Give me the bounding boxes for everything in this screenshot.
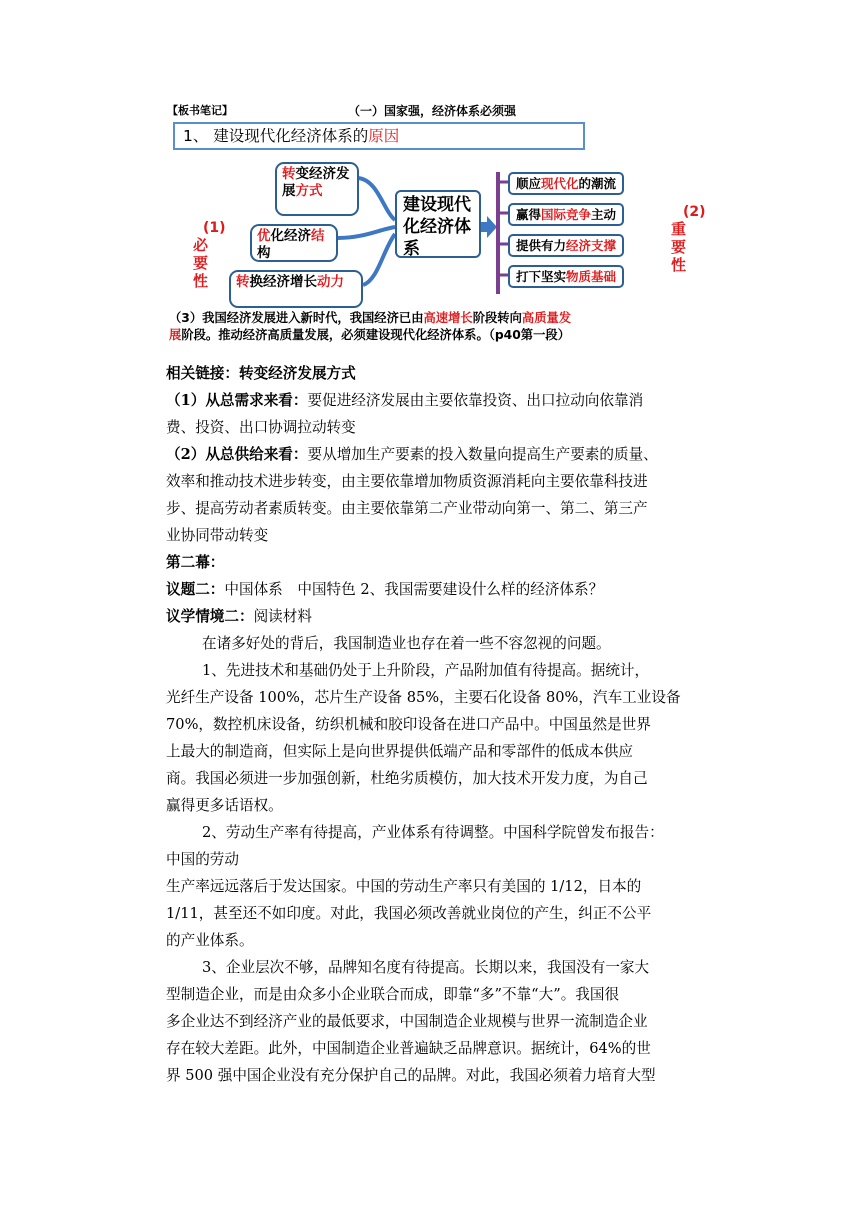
diagram-title-highlight: 原因 (368, 127, 400, 145)
item-2-line: 的产业体系。 (166, 932, 254, 949)
left-label-word: 必要性 (193, 236, 209, 290)
left-box-2: 优化经济结构 (250, 224, 338, 262)
item-1-line: 70%，数控机床设备，纺织机械和胶印设备在进口产品中。中国虽然是世界 (166, 716, 651, 733)
right-box-1: 顺应现代化的潮流 (508, 172, 624, 195)
topic-two: 议题二：中国体系 中国特色 2、我国需要建设什么样的经济体系？ (166, 581, 604, 598)
paragraph-supply: （2）从总供给来看：要从增加生产要素的投入数量向提高生产要素的质量、 (166, 446, 658, 463)
left-label-number: (1) (203, 220, 226, 236)
right-label-number: (2) (683, 204, 706, 220)
link-title: 相关链接：转变经济发展方式 (166, 365, 356, 382)
diagram-title: 1、 建设现代化经济体系的 (183, 127, 369, 145)
right-box-4: 打下坚实物质基础 (508, 265, 624, 288)
item-3-line: 多企业达不到经济产业的最低要求，中国制造企业规模与世界一流制造企业 (166, 1013, 648, 1030)
intro-paragraph: 在诸多好处的背后，我国制造业也存在着一些不容忽视的问题。 (202, 635, 611, 652)
paragraph-supply-line: 业协同带动转变 (166, 527, 269, 544)
item-3-line: 型制造企业，而是由众多小企业联合而成，即靠“多”不靠“大”。我国很 (166, 986, 620, 1003)
item-2-line: 中国的劳动 (166, 851, 239, 868)
item-3-line: 界 500 强中国企业没有充分保护自己的品牌。对此，我国必须着力培育大型 (166, 1067, 656, 1084)
diagram-title-box (173, 122, 585, 150)
concept-diagram (163, 100, 763, 345)
right-box-2: 赢得国际竞争主动 (508, 203, 624, 226)
item-2-line: 1/11，甚至还不如印度。对此，我国必须改善就业岗位的产生，纠正不公平 (166, 905, 652, 922)
diagram-note-line-2: 展阶段。推动经济高质量发展，必须建设现代化经济体系。（p40第一段） (169, 328, 570, 342)
item-3-line: 3、企业层次不够，品牌知名度有待提高。长期以来，我国没有一家大 (202, 959, 650, 976)
diagram-header-left: 【板书笔记】 (167, 104, 233, 117)
item-1-line: 1、先进技术和基础仍处于上升阶段，产品附加值有待提高。据统计， (202, 662, 650, 679)
right-label-word: 重要性 (671, 220, 687, 274)
paragraph-demand-cont: 费、投资、出口协调拉动转变 (166, 419, 356, 436)
situation-two: 议学情境二：阅读材料 (166, 608, 312, 625)
item-2-line: 生产率远远落后于发达国家。中国的劳动生产率只有美国的 1/12，日本的 (166, 878, 642, 895)
paragraph-supply-line: 效率和推动技术进步转变，由主要依靠增加物质资源消耗向主要依靠科技进 (166, 473, 648, 490)
item-1-line: 商。我国必须进一步加强创新，杜绝劣质模仿，加大技术开发力度，为自己 (166, 770, 648, 787)
paragraph-supply-line: 步、提高劳动者素质转变。由主要依靠第二产业带动向第一、第二、第三产 (166, 500, 648, 517)
act-two-heading: 第二幕： (166, 554, 225, 571)
right-box-3: 提供有力经济支撑 (508, 234, 624, 257)
item-1-line: 上最大的制造商，但实际上是向世界提供低端产品和零部件的低成本供应 (166, 743, 634, 760)
item-3-line: 存在较大差距。此外，中国制造企业普遍缺乏品牌意识。据统计，64%的世 (166, 1040, 651, 1057)
diagram-header-right: （一）国家强，经济体系必须强 (348, 104, 517, 118)
paragraph-demand: （1）从总需求来看：要促进经济发展由主要依靠投资、出口拉动向依靠消 (166, 392, 644, 409)
item-2-line: 2、劳动生产率有待提高，产业体系有待调整。中国科学院曾发布报告： (202, 824, 664, 841)
body-text (166, 360, 736, 1089)
left-box-1: 转变经济发展方式 (275, 162, 359, 216)
diagram-note-line-1: （3）我国经济发展进入新时代，我国经济已由高速增长阶段转向高质量发 (169, 311, 572, 325)
center-box: 建设现代化经济体系 (395, 190, 481, 258)
item-1-line: 赢得更多话语权。 (166, 797, 283, 814)
item-1-line: 光纤生产设备 100%，芯片生产设备 85%，主要石化设备 80%，汽车工业设备 (166, 689, 681, 706)
left-box-3: 转换经济增长动力 (229, 270, 363, 308)
